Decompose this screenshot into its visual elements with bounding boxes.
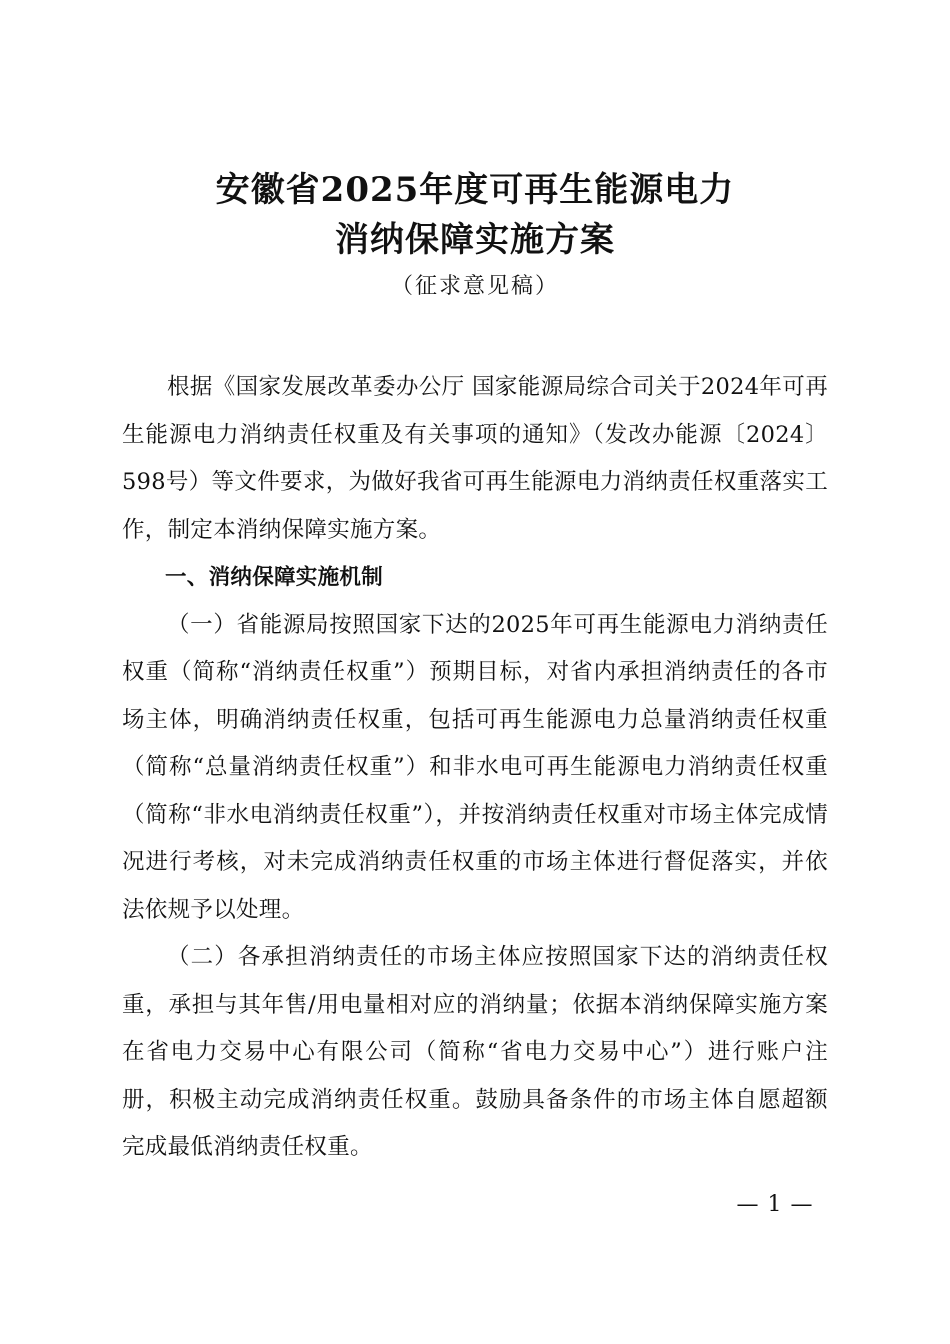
page-number: — 1 — <box>736 1192 814 1217</box>
document-body <box>122 364 828 1172</box>
document-title-line-1: 安徽省2025年度可再生能源电力 <box>215 170 735 210</box>
clause-paragraph-1: （一）省能源局按照国家下达的2025年可再生能源电力消纳责任权重（简称“消纳责任权重”）预期目标，对省内承担消纳责任的各市场主体，明确消纳责任权重，包括可再生能源电力总量消纳责任权重（简称“总量消纳责任权重”）和非水电可再生能源电力消纳责任权重（简称“非水电消纳责任权重”），并按消纳责任权重对市场主体完成情况进行考核，对未完成消纳责任权重的市场主体进行督促落实，并依法依规予以处理。 <box>122 611 828 923</box>
document-subtitle: （征求意见稿） <box>390 274 559 299</box>
document-title-line-2: 消纳保障实施方案 <box>335 220 615 260</box>
clause-paragraph-2: （二）各承担消纳责任的市场主体应按照国家下达的消纳责任权重，承担与其年售/用电量相对应的消纳量；依据本消纳保障实施方案在省电力交易中心有限公司（简称“省电力交易中心”）进行账户注册，积极主动完成消纳责任权重。鼓励具备条件的市场主体自愿超额完成最低消纳责任权重。 <box>122 944 828 1160</box>
section-heading-1: 一、消纳保障实施机制 <box>165 565 384 590</box>
intro-paragraph: 根据《国家发展改革委办公厅 国家能源局综合司关于2024年可再生能源电力消纳责任权重及有关事项的通知》（发改办能源〔2024〕598号）等文件要求，为做好我省可再生能源电力消纳责任权重落实工作，制定本消纳保障实施方案。 <box>122 374 828 543</box>
